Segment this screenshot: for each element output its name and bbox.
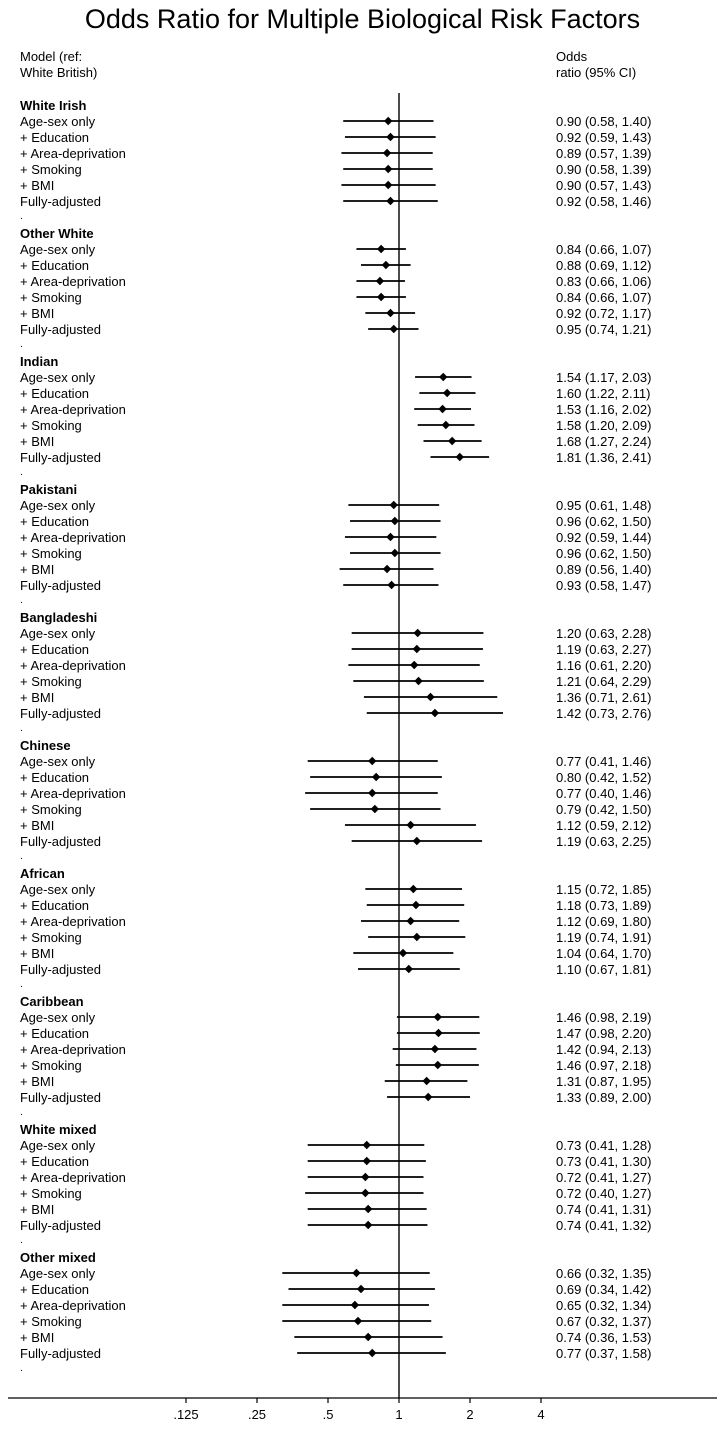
odds-ratio-value: 1.04 (0.64, 1.70): [556, 946, 652, 961]
model-label: Fully-adjusted: [20, 450, 101, 465]
odds-ratio-value: 1.46 (0.98, 2.19): [556, 1010, 652, 1025]
point-estimate-marker: [390, 501, 398, 509]
model-label: + Education: [20, 898, 90, 913]
model-label: Fully-adjusted: [20, 962, 101, 977]
model-label: + BMI: [20, 1330, 55, 1345]
model-label: Age-sex only: [20, 242, 96, 257]
odds-ratio-value: 0.80 (0.42, 1.52): [556, 770, 652, 785]
x-axis-tick-label: 2: [466, 1407, 474, 1422]
model-label: + BMI: [20, 306, 55, 321]
odds-ratio-value: 0.67 (0.32, 1.37): [556, 1314, 652, 1329]
model-label: + Smoking: [20, 1314, 82, 1329]
odds-ratio-value: 1.16 (0.61, 2.20): [556, 658, 652, 673]
model-label: + Area-deprivation: [20, 146, 126, 161]
point-estimate-marker: [351, 1301, 359, 1309]
group-label: Indian: [20, 354, 59, 369]
group-label: Chinese: [20, 738, 71, 753]
odds-ratio-value: 1.19 (0.63, 2.27): [556, 642, 652, 657]
group-separator: .: [20, 467, 23, 478]
point-estimate-marker: [434, 1029, 442, 1037]
odds-ratio-value: 0.77 (0.37, 1.58): [556, 1346, 652, 1361]
odds-ratio-value: 1.12 (0.59, 2.12): [556, 818, 652, 833]
model-label: Age-sex only: [20, 370, 96, 385]
point-estimate-marker: [386, 197, 394, 205]
odds-ratio-value: 1.21 (0.64, 2.29): [556, 674, 652, 689]
odds-ratio-value: 1.15 (0.72, 1.85): [556, 882, 652, 897]
model-label: + BMI: [20, 946, 55, 961]
odds-ratio-value: 1.36 (0.71, 2.61): [556, 690, 652, 705]
odds-ratio-value: 0.92 (0.59, 1.44): [556, 530, 652, 545]
group-separator: .: [20, 723, 23, 734]
point-estimate-marker: [410, 661, 418, 669]
odds-ratio-value: 1.19 (0.63, 2.25): [556, 834, 652, 849]
odds-ratio-value: 1.60 (1.22, 2.11): [556, 386, 651, 401]
odds-ratio-value: 1.18 (0.73, 1.89): [556, 898, 652, 913]
odds-ratio-value: 0.90 (0.58, 1.40): [556, 114, 652, 129]
point-estimate-marker: [391, 517, 399, 525]
odds-ratio-value: 0.95 (0.61, 1.48): [556, 498, 652, 513]
model-label: Fully-adjusted: [20, 322, 101, 337]
odds-ratio-value: 0.65 (0.32, 1.34): [556, 1298, 652, 1313]
group-separator: .: [20, 851, 23, 862]
model-label: + Education: [20, 386, 90, 401]
model-label: + Area-deprivation: [20, 658, 126, 673]
odds-ratio-value: 0.95 (0.74, 1.21): [556, 322, 652, 337]
model-label: + Area-deprivation: [20, 1042, 126, 1057]
odds-ratio-value: 1.53 (1.16, 2.02): [556, 402, 652, 417]
point-estimate-marker: [406, 917, 414, 925]
model-label: + Smoking: [20, 546, 82, 561]
odds-ratio-value: 0.77 (0.40, 1.46): [556, 786, 652, 801]
model-label: Fully-adjusted: [20, 1090, 101, 1105]
group-label: African: [20, 866, 65, 881]
odds-ratio-value: 1.19 (0.74, 1.91): [556, 930, 652, 945]
model-label: + Area-deprivation: [20, 786, 126, 801]
model-column-header-line2: White British): [20, 65, 98, 80]
point-estimate-marker: [386, 533, 394, 541]
odds-ratio-value: 1.42 (0.94, 2.13): [556, 1042, 652, 1057]
odds-ratio-value: 0.66 (0.32, 1.35): [556, 1266, 652, 1281]
model-label: Fully-adjusted: [20, 706, 101, 721]
point-estimate-marker: [439, 373, 447, 381]
point-estimate-marker: [424, 1093, 432, 1101]
odds-ratio-value: 0.90 (0.57, 1.43): [556, 178, 652, 193]
model-label: + Area-deprivation: [20, 274, 126, 289]
group-separator: .: [20, 211, 23, 222]
model-label: Age-sex only: [20, 754, 96, 769]
odds-ratio-value: 1.58 (1.20, 2.09): [556, 418, 652, 433]
model-label: + Education: [20, 130, 90, 145]
group-label: White mixed: [20, 1122, 97, 1137]
group-separator: .: [20, 339, 23, 350]
model-label: + Education: [20, 514, 90, 529]
model-label: + Education: [20, 258, 90, 273]
point-estimate-marker: [383, 149, 391, 157]
point-estimate-marker: [384, 117, 392, 125]
point-estimate-marker: [372, 773, 380, 781]
model-label: + Smoking: [20, 418, 82, 433]
model-label: + BMI: [20, 434, 55, 449]
x-axis-tick-label: 4: [537, 1407, 545, 1422]
point-estimate-marker: [390, 325, 398, 333]
model-label: + Area-deprivation: [20, 530, 126, 545]
odds-ratio-value: 0.88 (0.69, 1.12): [556, 258, 652, 273]
group-label: Bangladeshi: [20, 610, 98, 625]
point-estimate-marker: [354, 1317, 362, 1325]
point-estimate-marker: [399, 949, 407, 957]
point-estimate-marker: [357, 1285, 365, 1293]
point-estimate-marker: [456, 453, 464, 461]
model-label: + Smoking: [20, 290, 82, 305]
model-label: Fully-adjusted: [20, 578, 101, 593]
odds-ratio-value: 0.73 (0.41, 1.28): [556, 1138, 652, 1153]
odds-ratio-value: 1.68 (1.27, 2.24): [556, 434, 652, 449]
point-estimate-marker: [364, 1333, 372, 1341]
point-estimate-marker: [352, 1269, 360, 1277]
model-label: + BMI: [20, 1074, 55, 1089]
model-label: Fully-adjusted: [20, 194, 101, 209]
point-estimate-marker: [364, 1205, 372, 1213]
model-label: Age-sex only: [20, 114, 96, 129]
model-label: + BMI: [20, 178, 55, 193]
odds-ratio-value: 0.84 (0.66, 1.07): [556, 242, 652, 257]
model-column-header-line1: Model (ref:: [20, 49, 83, 64]
odds-ratio-column-header-line2: ratio (95% CI): [556, 65, 637, 80]
point-estimate-marker: [409, 885, 417, 893]
point-estimate-marker: [384, 181, 392, 189]
odds-ratio-column-header-line1: Odds: [556, 49, 588, 64]
odds-ratio-value: 0.92 (0.72, 1.17): [556, 306, 652, 321]
model-label: Age-sex only: [20, 1266, 96, 1281]
odds-ratio-value: 0.74 (0.41, 1.32): [556, 1218, 652, 1233]
point-estimate-marker: [361, 1189, 369, 1197]
group-separator: .: [20, 595, 23, 606]
point-estimate-marker: [405, 965, 413, 973]
point-estimate-marker: [422, 1077, 430, 1085]
model-label: + Education: [20, 1154, 90, 1169]
point-estimate-marker: [377, 293, 385, 301]
point-estimate-marker: [376, 277, 384, 285]
model-label: + Smoking: [20, 1058, 82, 1073]
odds-ratio-value: 0.72 (0.41, 1.27): [556, 1170, 652, 1185]
point-estimate-marker: [413, 629, 421, 637]
group-label: Other mixed: [20, 1250, 96, 1265]
point-estimate-marker: [386, 309, 394, 317]
model-label: + Area-deprivation: [20, 914, 126, 929]
model-label: + Education: [20, 642, 90, 657]
odds-ratio-value: 0.79 (0.42, 1.50): [556, 802, 652, 817]
point-estimate-marker: [368, 789, 376, 797]
odds-ratio-value: 0.90 (0.58, 1.39): [556, 162, 652, 177]
point-estimate-marker: [438, 405, 446, 413]
model-label: + Area-deprivation: [20, 1170, 126, 1185]
odds-ratio-value: 1.81 (1.36, 2.41): [556, 450, 652, 465]
point-estimate-marker: [368, 1349, 376, 1357]
model-label: + BMI: [20, 690, 55, 705]
model-label: + BMI: [20, 1202, 55, 1217]
odds-ratio-value: 1.31 (0.87, 1.95): [556, 1074, 652, 1089]
point-estimate-marker: [391, 549, 399, 557]
odds-ratio-value: 0.77 (0.41, 1.46): [556, 754, 652, 769]
point-estimate-marker: [377, 245, 385, 253]
odds-ratio-value: 1.10 (0.67, 1.81): [556, 962, 652, 977]
group-separator: .: [20, 1363, 23, 1374]
point-estimate-marker: [361, 1173, 369, 1181]
point-estimate-marker: [383, 565, 391, 573]
odds-ratio-value: 0.93 (0.58, 1.47): [556, 578, 652, 593]
point-estimate-marker: [371, 805, 379, 813]
x-axis-tick-label: .5: [322, 1407, 334, 1422]
point-estimate-marker: [364, 1221, 372, 1229]
odds-ratio-value: 0.96 (0.62, 1.50): [556, 546, 652, 561]
group-label: Pakistani: [20, 482, 78, 497]
model-label: + Education: [20, 770, 90, 785]
point-estimate-marker: [442, 421, 450, 429]
point-estimate-marker: [413, 837, 421, 845]
model-label: + Smoking: [20, 802, 82, 817]
odds-ratio-value: 1.12 (0.69, 1.80): [556, 914, 652, 929]
odds-ratio-value: 0.92 (0.59, 1.43): [556, 130, 652, 145]
odds-ratio-value: 1.33 (0.89, 2.00): [556, 1090, 652, 1105]
group-separator: .: [20, 979, 23, 990]
point-estimate-marker: [431, 1045, 439, 1053]
model-label: + Education: [20, 1026, 90, 1041]
odds-ratio-value: 1.46 (0.97, 2.18): [556, 1058, 652, 1073]
point-estimate-marker: [386, 133, 394, 141]
odds-ratio-value: 0.92 (0.58, 1.46): [556, 194, 652, 209]
odds-ratio-value: 1.54 (1.17, 2.03): [556, 370, 652, 385]
model-label: Fully-adjusted: [20, 1218, 101, 1233]
model-label: Fully-adjusted: [20, 1346, 101, 1361]
point-estimate-marker: [363, 1141, 371, 1149]
x-axis-tick-label: .125: [173, 1407, 199, 1422]
odds-ratio-value: 0.84 (0.66, 1.07): [556, 290, 652, 305]
model-label: + Smoking: [20, 1186, 82, 1201]
model-label: Age-sex only: [20, 1138, 96, 1153]
model-label: Age-sex only: [20, 1010, 96, 1025]
model-label: + Smoking: [20, 162, 82, 177]
odds-ratio-value: 0.69 (0.34, 1.42): [556, 1282, 652, 1297]
odds-ratio-value: 0.74 (0.41, 1.31): [556, 1202, 652, 1217]
odds-ratio-value: 1.20 (0.63, 2.28): [556, 626, 652, 641]
point-estimate-marker: [434, 1061, 442, 1069]
point-estimate-marker: [448, 437, 456, 445]
group-label: Other White: [20, 226, 94, 241]
model-label: Fully-adjusted: [20, 834, 101, 849]
odds-ratio-value: 1.42 (0.73, 2.76): [556, 706, 652, 721]
model-label: Age-sex only: [20, 626, 96, 641]
group-label: White Irish: [20, 98, 87, 113]
point-estimate-marker: [382, 261, 390, 269]
model-label: + Area-deprivation: [20, 402, 126, 417]
group-separator: .: [20, 1235, 23, 1246]
point-estimate-marker: [413, 645, 421, 653]
point-estimate-marker: [406, 821, 414, 829]
odds-ratio-value: 0.74 (0.36, 1.53): [556, 1330, 652, 1345]
x-axis-tick-label: .25: [247, 1407, 267, 1422]
group-separator: .: [20, 1107, 23, 1118]
model-label: + Area-deprivation: [20, 1298, 126, 1313]
odds-ratio-value: 0.73 (0.41, 1.30): [556, 1154, 652, 1169]
point-estimate-marker: [412, 901, 420, 909]
point-estimate-marker: [363, 1157, 371, 1165]
odds-ratio-value: 0.83 (0.66, 1.06): [556, 274, 652, 289]
point-estimate-marker: [413, 933, 421, 941]
model-label: Age-sex only: [20, 498, 96, 513]
model-label: + BMI: [20, 818, 55, 833]
point-estimate-marker: [443, 389, 451, 397]
point-estimate-marker: [431, 709, 439, 717]
odds-ratio-value: 0.72 (0.40, 1.27): [556, 1186, 652, 1201]
chart-title: Odds Ratio for Multiple Biological Risk Factors: [84, 4, 641, 34]
point-estimate-marker: [384, 165, 392, 173]
odds-ratio-value: 0.96 (0.62, 1.50): [556, 514, 652, 529]
model-label: + BMI: [20, 562, 55, 577]
model-label: + Education: [20, 1282, 90, 1297]
point-estimate-marker: [414, 677, 422, 685]
point-estimate-marker: [368, 757, 376, 765]
odds-ratio-value: 0.89 (0.57, 1.39): [556, 146, 652, 161]
point-estimate-marker: [387, 581, 395, 589]
odds-ratio-value: 1.47 (0.98, 2.20): [556, 1026, 652, 1041]
x-axis-tick-label: 1: [395, 1407, 403, 1422]
odds-ratio-value: 0.89 (0.56, 1.40): [556, 562, 652, 577]
model-label: Age-sex only: [20, 882, 96, 897]
point-estimate-marker: [434, 1013, 442, 1021]
model-label: + Smoking: [20, 674, 82, 689]
point-estimate-marker: [426, 693, 434, 701]
model-label: + Smoking: [20, 930, 82, 945]
group-label: Caribbean: [20, 994, 84, 1009]
